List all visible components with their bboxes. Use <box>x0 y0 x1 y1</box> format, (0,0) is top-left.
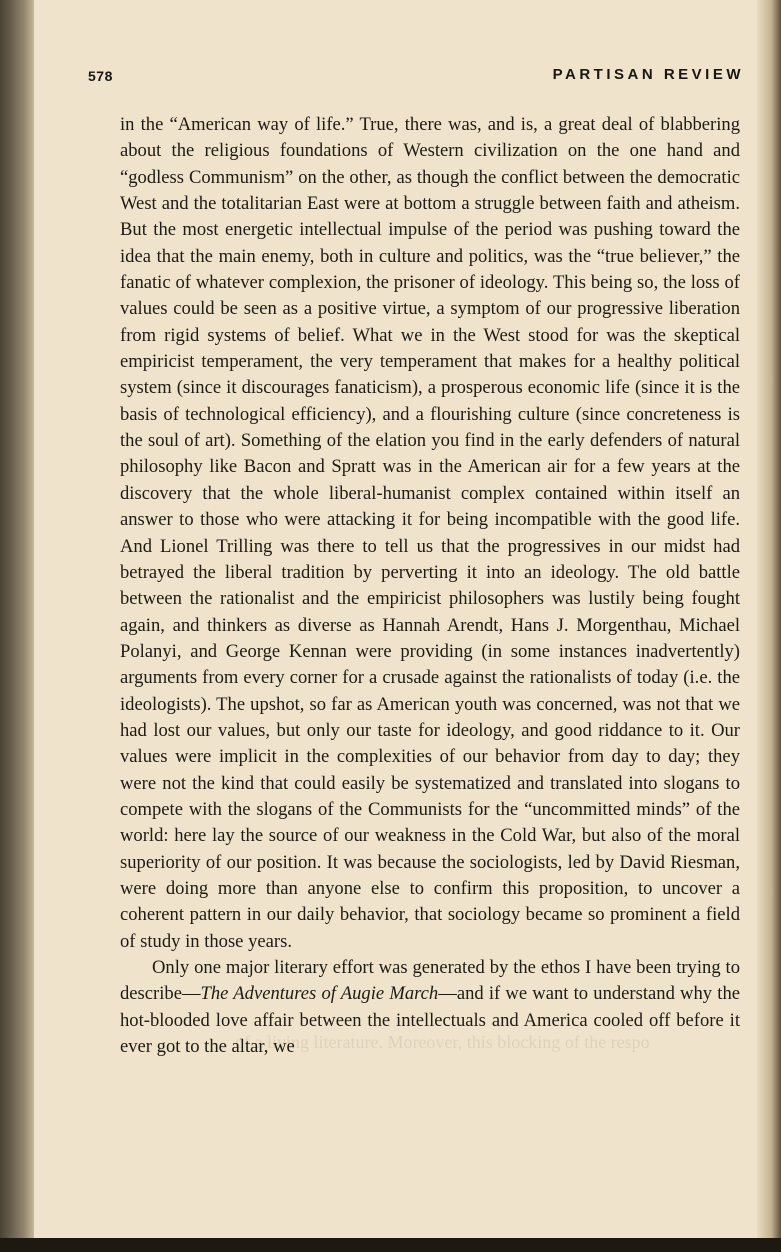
page-number: 578 <box>88 68 113 84</box>
page-edge-shadow <box>757 0 781 1252</box>
page-header <box>88 68 744 94</box>
running-head: PARTISAN REVIEW <box>552 66 744 83</box>
book-title: The Adventures of Augie March <box>200 983 439 1005</box>
paragraph-text: —and if we want to understand why the hot-blooded love affair between the intellectuals and America cooled off before it ever got to the altar, we <box>120 983 740 1058</box>
book-binding-gutter <box>0 0 34 1252</box>
paragraph <box>120 955 740 1060</box>
bleed-through-text: of a living literature. Moreover, this blocking of the respo <box>235 1032 650 1052</box>
paragraph-text: Only one major literary effort was generated by the ethos I have been trying to describe— <box>120 957 740 1005</box>
page-bottom-edge <box>0 1238 781 1252</box>
body-text <box>120 112 740 1060</box>
paragraph: in the “American way of life.” True, there was, and is, a great deal of blabbering about the religious foundations of Western civilization on the one hand and “godless Communism” on the other, as though the conflict between the democratic West and the totalitarian East were at bottom a struggle between faith and atheism. But the most energetic intellectual impulse of the period was pushing toward the idea that the main enemy, both in culture and politics, was the “true believer,” the fanatic of whatever complexion, the prisoner of ideology. This being so, the loss of values could be seen as a positive virtue, a symptom of our progressive liberation from rigid systems of belief. What we in the West stood for was the skeptical empiricist temperament, the very temperament that makes for a healthy political system (since it discourages fanaticism), a prosperous economic life (since it is the basis of technological efficiency), and a flourishing culture (since concreteness is the soul of art). Something of the elation you find in the early defenders of natural philosophy like Bacon and Spratt was in the American air for a few years at the discovery that the whole liberal-humanist complex contained within itself an answer to those who were attacking it for being incompatible with the good life. And Lionel Trilling was there to tell us that the progressives in our midst had betrayed the liberal tradition by perverting it into an ideology. The old battle between the rationalist and the empiricist philosophers was lustily being fought again, and thinkers as diverse as Hannah Arendt, Hans J. Morgenthau, Michael Polanyi, and George Kennan were providing (in some instances inadvertently) arguments from every corner for a crusade against the rationalists of today (i.e. the ideologists). The upshot, so far as American youth was concerned, was not that we had lost our values, but only our taste for ideology, and good riddance to it. Our values were implicit in the complexities of our behavior from day to day; they were not the kind that could easily be systematized and translated into slogans to compete with the slogans of the Communists for the “uncommitted minds” of the world: here lay the source of our weakness in the Cold War, but also of the moral superiority of our position. It was because the sociologists, led by David Riesman, were doing more than anyone else to confirm this proposition, to uncover a coherent pattern in our daily behavior, that sociology became so prominent a field of study in those years. <box>120 114 740 952</box>
